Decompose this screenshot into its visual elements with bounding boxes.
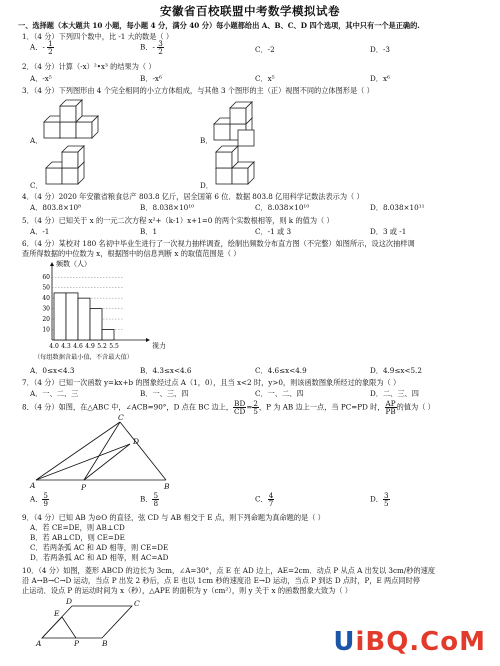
y-tick-label: 10 bbox=[42, 326, 50, 334]
question-6-line-1: 6．（4 分）某校对 180 名初中毕业生进行了一次视力抽样调查，绘制出频数分布直方图（不完整）如图所示，设这次抽样调 bbox=[22, 239, 415, 248]
question-8: 8．（4 分）如图，在△ABC 中，∠ACB=90°，D 点在 BC 边上， $\frac{BD}{CD}$ = $\frac{2}{5}$ ，P 为 AB 边上一点，当 PC=PD 时， $\frac{AP}{PB}$ 的值为（ ） bbox=[22, 399, 435, 417]
q1-option-a: A．- $\frac{1}{2}$ bbox=[30, 39, 53, 57]
label-a: A bbox=[30, 481, 36, 490]
q7-option-d: D．二、三、四 bbox=[370, 389, 419, 398]
histogram-bar bbox=[90, 309, 102, 340]
question-7: 7．（4 分）已知一次函数 y=kx+b 的图象经过点 A（1，0），且当 x<2 时，y>0，则该函数图象所经过的象限为（ ） bbox=[22, 378, 401, 387]
q2-option-a: A．-x⁵ bbox=[30, 74, 52, 83]
x-tick-label: 4.3 bbox=[61, 343, 71, 350]
label-a: A bbox=[36, 639, 42, 648]
label-p: P bbox=[74, 639, 80, 648]
q6-option-d: D．4.9≤x<5.2 bbox=[370, 366, 422, 375]
q6-option-a: A．0≤x<4.3 bbox=[30, 366, 75, 375]
question-2: 2．（4 分）计算（-x）²•x³ 的结果为（ ） bbox=[22, 62, 156, 71]
question-4: 4．（4 分）2020 年安徽省粮食总产 803.8 亿斤，居全国第 6 位．数据 803.8 亿用科学记数法表示为（ ） bbox=[22, 192, 364, 201]
q3-option-b: B． bbox=[200, 136, 213, 145]
histogram-bar bbox=[78, 298, 90, 340]
q8-option-c: C． $\frac{4}{7}$ bbox=[255, 491, 274, 509]
q4-option-a: A．803.8×10⁸ bbox=[30, 203, 82, 212]
x-tick-label: 4.0 bbox=[49, 343, 59, 350]
q5-option-b: B．1 bbox=[140, 227, 158, 236]
q5-option-a: A．-1 bbox=[30, 227, 50, 236]
q8-triangle-figure bbox=[30, 414, 170, 494]
q3-option-a: A． bbox=[30, 136, 43, 145]
q3-option-c: C． bbox=[30, 181, 43, 190]
q9-option-c: C．若两条弧 AC 和 AD 相等，则 CE=DE bbox=[30, 543, 169, 552]
q3-figure-c bbox=[40, 146, 96, 188]
site-watermark: UiBQ.CoM bbox=[333, 626, 486, 657]
q4-option-c: C．8.038×10¹⁰ bbox=[255, 203, 310, 212]
y-tick-label: 50 bbox=[42, 284, 50, 292]
q3-figure-d bbox=[210, 146, 266, 188]
x-axis-arrow bbox=[146, 338, 150, 342]
label-b: B bbox=[102, 639, 108, 648]
histogram-note: （每组数据含最小值，不含最大值） bbox=[34, 354, 133, 361]
vision-histogram bbox=[30, 258, 170, 358]
q4-option-d: D．8.038×10¹¹ bbox=[370, 203, 425, 212]
q9-option-d: D．若两条弧 AC 和 AD 相等，则 AC=AD bbox=[30, 553, 169, 562]
y-axis-label: 频数（人） bbox=[56, 260, 91, 268]
question-3: 3．（4 分）下列图形由 4 个完全相同的小立方体组成，与其他 3 个图形的主（正）视图不同的立体图形是（ ） bbox=[22, 86, 374, 95]
q1-option-d: D．-3 bbox=[370, 45, 390, 54]
q2-option-c: C．x⁵ bbox=[255, 74, 275, 83]
q8-option-a: A． $\frac{5}{9}$ bbox=[30, 491, 48, 509]
label-p: P bbox=[81, 483, 87, 492]
question-5: 5．（4 分）已知关于 x 的一元二次方程 x²+（k-1）x+1=0 的两个实数根相等，则 k 的值为（ ） bbox=[22, 216, 334, 225]
question-10-line-1: 10．（4 分）如图，菱形 ABCD 的边长为 3cm，∠A=30°，点 E 在 AD 边上，AE=2cm．动点 P 从点 A 出发以 3cm/秒的速度 bbox=[22, 566, 436, 575]
x-tick-label: 4.9 bbox=[85, 343, 95, 350]
y-tick-label: 60 bbox=[42, 274, 50, 282]
q8-option-b: B． $\frac{5}{8}$ bbox=[140, 491, 159, 509]
y-tick-label: 30 bbox=[42, 305, 50, 313]
histogram-bar bbox=[102, 330, 114, 340]
x-tick-label: 4.6 bbox=[73, 343, 83, 350]
q8-option-d: D． $\frac{3}{5}$ bbox=[370, 491, 389, 509]
question-6-line-2: 查所得数据的中位数为 x，根据图中的信息判断 x 的取值范围是（ ） bbox=[22, 249, 241, 258]
q5-option-c: C．-1 或 3 bbox=[255, 227, 292, 236]
section-heading: 一、选择题（本大题共 10 小题，每小题 4 分，满分 40 分）每小题都给出 A、B、C、D 四个选项，其中只有一个是正确的. bbox=[18, 21, 420, 30]
label-d: D bbox=[66, 597, 73, 606]
q7-option-a: A．一、二、三 bbox=[30, 389, 79, 398]
label-d: D bbox=[133, 437, 140, 446]
q6-option-c: C．4.6≤x<4.9 bbox=[255, 366, 307, 375]
q1-option-b: B．- $\frac{3}{2}$ bbox=[140, 39, 163, 57]
y-tick-label: 40 bbox=[42, 295, 50, 303]
y-axis-arrow bbox=[50, 262, 54, 266]
q2-option-b: B．-x⁶ bbox=[140, 74, 162, 83]
label-c: C bbox=[134, 599, 140, 608]
y-tick-label: 20 bbox=[42, 316, 50, 324]
q6-option-b: B．4.3≤x<4.6 bbox=[140, 366, 192, 375]
x-axis-label: 视力 bbox=[152, 342, 166, 350]
q4-option-b: B．8.038×10¹⁰ bbox=[140, 203, 194, 212]
q2-option-d: D．x⁶ bbox=[370, 74, 390, 83]
histogram-bar bbox=[54, 293, 66, 340]
question-10-line-2: 沿 A→B→C→D 运动，当点 P 出发 2 秒后，点 E 也以 1cm 秒的速度沿 E→D 运动，当点 P 到达 D 点时，P，E 两点同时停 bbox=[22, 576, 420, 585]
x-tick-label: 5.5 bbox=[109, 343, 119, 350]
q9-option-b: B．若 AB⊥CD，则 CE=DE bbox=[30, 533, 125, 542]
q7-option-b: B．一、三、四 bbox=[140, 389, 189, 398]
q1-option-c: C．-2 bbox=[255, 45, 275, 54]
question-9: 9．（4 分）已知 AB 为⊙O 的直径，弦 CD 与 AB 相交于 E 点，则下列命题为真命题的是（ ） bbox=[22, 513, 325, 522]
histogram-bar bbox=[66, 293, 78, 340]
page-title: 安徽省百校联盟中考数学模拟试卷 bbox=[160, 4, 340, 18]
question-1: 1．（4 分）下列四个数中，比 -1 大的数是（ ） bbox=[22, 32, 174, 41]
q5-option-d: D．3 或 -1 bbox=[370, 227, 407, 236]
label-c: C bbox=[118, 413, 124, 422]
q10-rhombus-figure bbox=[36, 598, 146, 648]
q9-option-a: A．若 CE=DE，则 AB⊥CD bbox=[30, 523, 125, 532]
q3-option-d: D． bbox=[200, 181, 213, 190]
label-e: E bbox=[54, 609, 60, 618]
q3-figure-b bbox=[210, 100, 262, 148]
q7-option-c: C．一、二、四 bbox=[255, 389, 304, 398]
q3-figure-a bbox=[40, 100, 100, 148]
label-b: B bbox=[164, 482, 170, 491]
question-10-line-3: 止运动．设点 P 的运动时间为 x（秒），△APE 的面积为 y（cm²），则 y 关于 x 的函数图象大致为（ ） bbox=[22, 586, 352, 595]
x-tick-label: 5.2 bbox=[97, 343, 107, 350]
